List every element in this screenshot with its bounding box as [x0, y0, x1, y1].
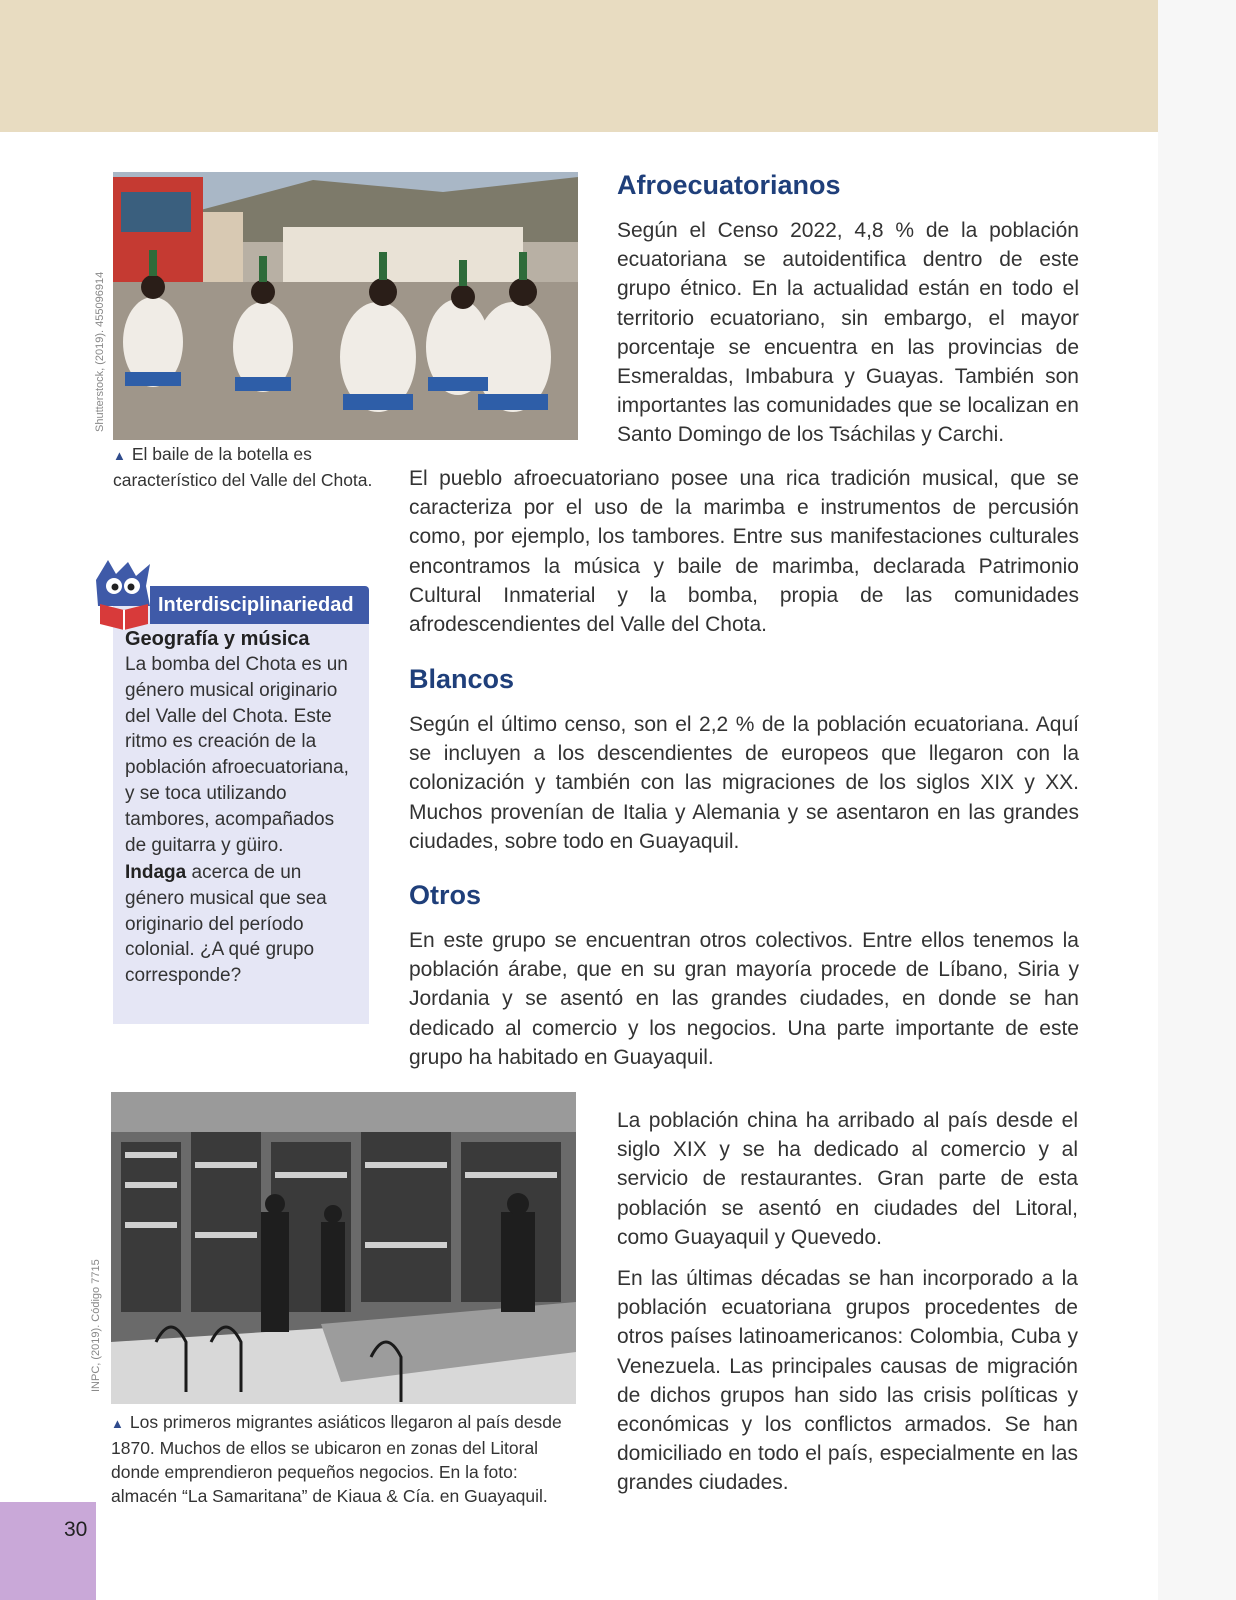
photo1-caption-line: característico del Valle del Chota.: [113, 470, 373, 490]
afroecuatorianos-heading: Afroecuatorianos: [617, 170, 841, 200]
afro-paragraph-1: Según el Censo 2022, 4,8 % de la población ecuatoriana se autoidentifica dentro de este grupo étnico. En la actualidad están en todo el territorio ecuatoriano, sin embargo, el mayor porcentaje se encuentra en las provincias de Esmeraldas, Imbabura y Guayas. También son importantes las comunidades que se localizan en Santo Domingo de los Tsáchilas y Carchi.: [617, 219, 1079, 447]
otros-paragraph-3: En las últimas décadas se han incorporado a la población ecuatoriana grupos procedentes de otros países latinoamericanos: Colombia, Cuba y Venezuela. Las principales causas de migración de dichos grupos han sido las crisis políticas y económicas y los conflictos armados. Se han domiciliado en todo el país, especialmente en las grandes ciudades.: [617, 1267, 1078, 1495]
page-number: 30: [64, 1518, 88, 1541]
interdisciplinary-title: Interdisciplinariedad: [150, 586, 369, 624]
photo2-credit: INPC, (2019). Código 7715: [90, 1259, 102, 1392]
triangle-bullet-icon: ▲: [111, 1416, 124, 1431]
blancos-heading: Blancos: [409, 664, 515, 694]
photo2-caption: [111, 1410, 581, 1508]
afro-paragraph-2: El pueblo afroecuatoriano posee una rica tradición musical, que se caracteriza por el uso de la marimba e instrumentos de percusión como, por ejemplo, los tambores. Entre sus manifestaciones culturales encontramos la música y baile de marimba, declarada Patrimonio Cultural Inmaterial y la bomba, propia de las comunidades afrodescendientes del Valle del Chota.: [409, 467, 1079, 637]
box-task: [125, 860, 360, 989]
photo2-caption-line: almacén “La Samaritana” de Kiaua & Cía. en Guayaquil.: [111, 1486, 548, 1506]
box-subtitle: Geografía y música: [125, 628, 310, 650]
photo2-caption-line: donde emprendieron pequeños negocios. En la foto:: [111, 1462, 518, 1482]
photo1-caption: [113, 442, 383, 492]
header-band: [0, 0, 1158, 132]
photo1-credit: Shutterstock, (2019). 455096914: [94, 271, 106, 432]
box-text: La bomba del Chota es un género musical originario del Valle del Chota. Este ritmo es creación de la población afroecuatoriana, y se toca utilizando tambores, acompañados de guitarra y güiro.: [125, 654, 349, 856]
mascot-reading-book-icon: [88, 560, 162, 630]
photo1-caption-line: El baile de la botella es: [131, 444, 312, 464]
triangle-bullet-icon: ▲: [113, 448, 126, 463]
otros-heading: Otros: [409, 880, 482, 910]
box-task-rest: acerca de un género musical que sea originario del período colonial. ¿A qué grupo corresponde?: [125, 862, 327, 987]
page-number-tab: [0, 1502, 96, 1600]
photo2-caption-line: 1870. Muchos de ellos se ubicaron en zonas del Litoral: [111, 1438, 539, 1458]
otros-paragraph-2: La población china ha arribado al país desde el siglo XIX y se ha dedicado al comercio y al servicio de restaurantes. Gran parte de esta población se asentó en ciudades del Litoral, como Guayaquil y Quevedo.: [617, 1109, 1078, 1249]
otros-paragraph-1: En este grupo se encuentran otros colectivos. Entre ellos tenemos la población árabe, que en su gran mayoría procede de Líbano, Siria y Jordania y se asentó en las grandes ciudades, en donde se han dedicado al comercio y los negocios. Una parte importante de este grupo ha habitado en Guayaquil.: [409, 929, 1079, 1069]
blancos-paragraph: Según el último censo, son el 2,2 % de la población ecuatoriana. Aquí se incluyen a los descendientes de europeos que llegaron con la colonización y también con las migraciones de los siglos XIX y XX. Muchos provenían de Italia y Alemania y se asentaron en las grandes ciudades, sobre todo en Guayaquil.: [409, 713, 1079, 853]
page-edge: [1158, 0, 1236, 1600]
box-task-verb: Indaga: [125, 862, 187, 883]
photo2-caption-line: Los primeros migrantes asiáticos llegaron al país desde: [129, 1412, 562, 1432]
store-photo: [111, 1092, 576, 1404]
dancers-photo: [113, 172, 578, 440]
